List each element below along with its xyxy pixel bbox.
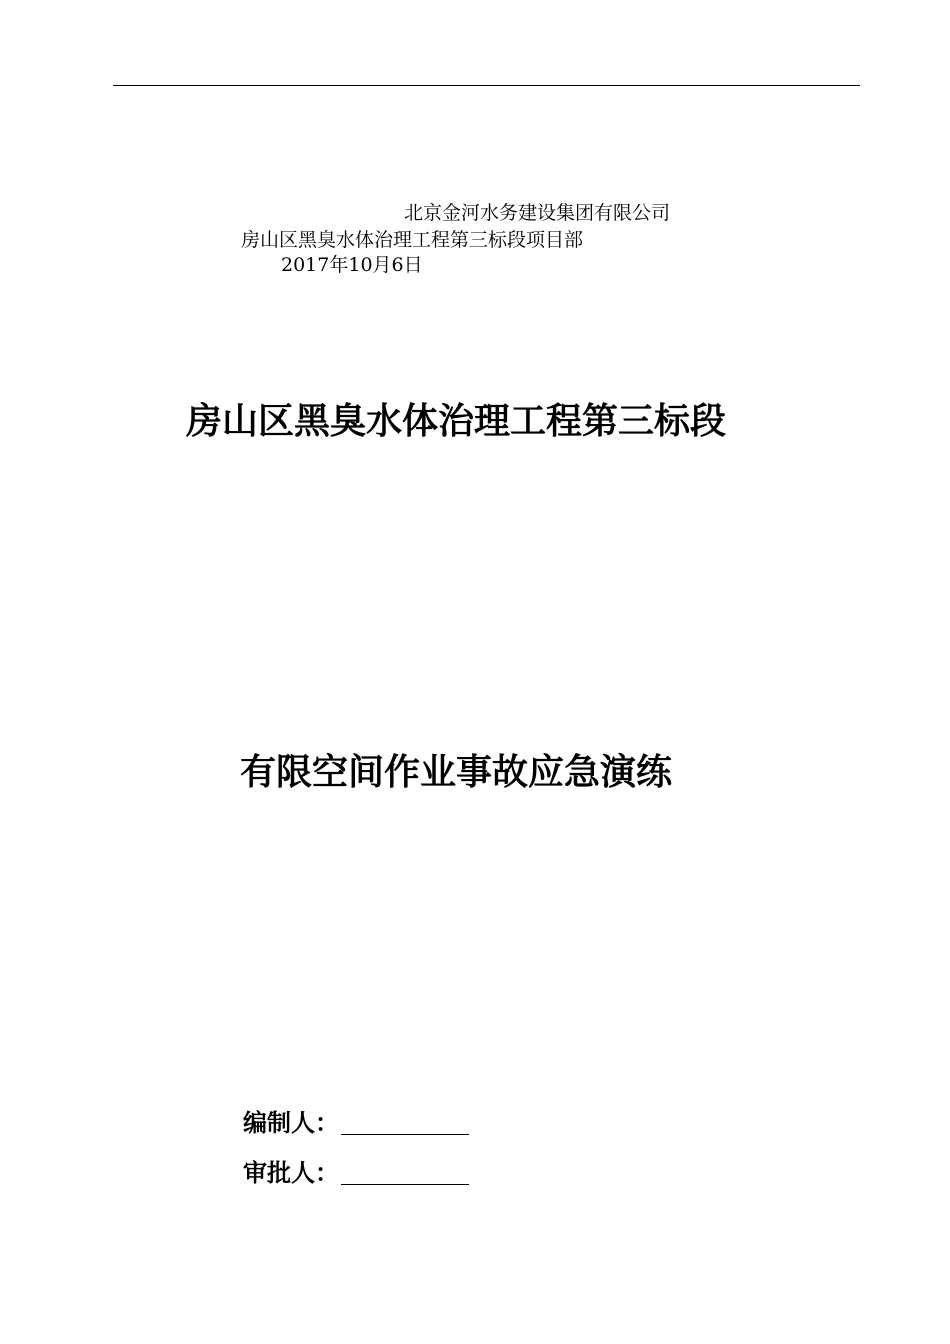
project-title: 房山区黑臭水体治理工程第三标段	[185, 401, 726, 442]
approver-signature-row	[243, 1154, 469, 1188]
approver-signature-line	[341, 1184, 469, 1185]
company-name: 北京金河水务建设集团有限公司	[404, 202, 671, 224]
department-name: 房山区黑臭水体治理工程第三标段项目部	[241, 229, 584, 251]
compiler-signature-row	[243, 1104, 469, 1138]
compiler-signature-line	[341, 1134, 469, 1135]
document-date: 2017年10月6日	[281, 254, 423, 276]
compiler-label: 编制人：	[243, 1109, 339, 1137]
header-rule	[113, 85, 860, 86]
approver-label: 审批人：	[243, 1159, 339, 1187]
document-title: 有限空间作业事故应急演练	[239, 752, 672, 793]
